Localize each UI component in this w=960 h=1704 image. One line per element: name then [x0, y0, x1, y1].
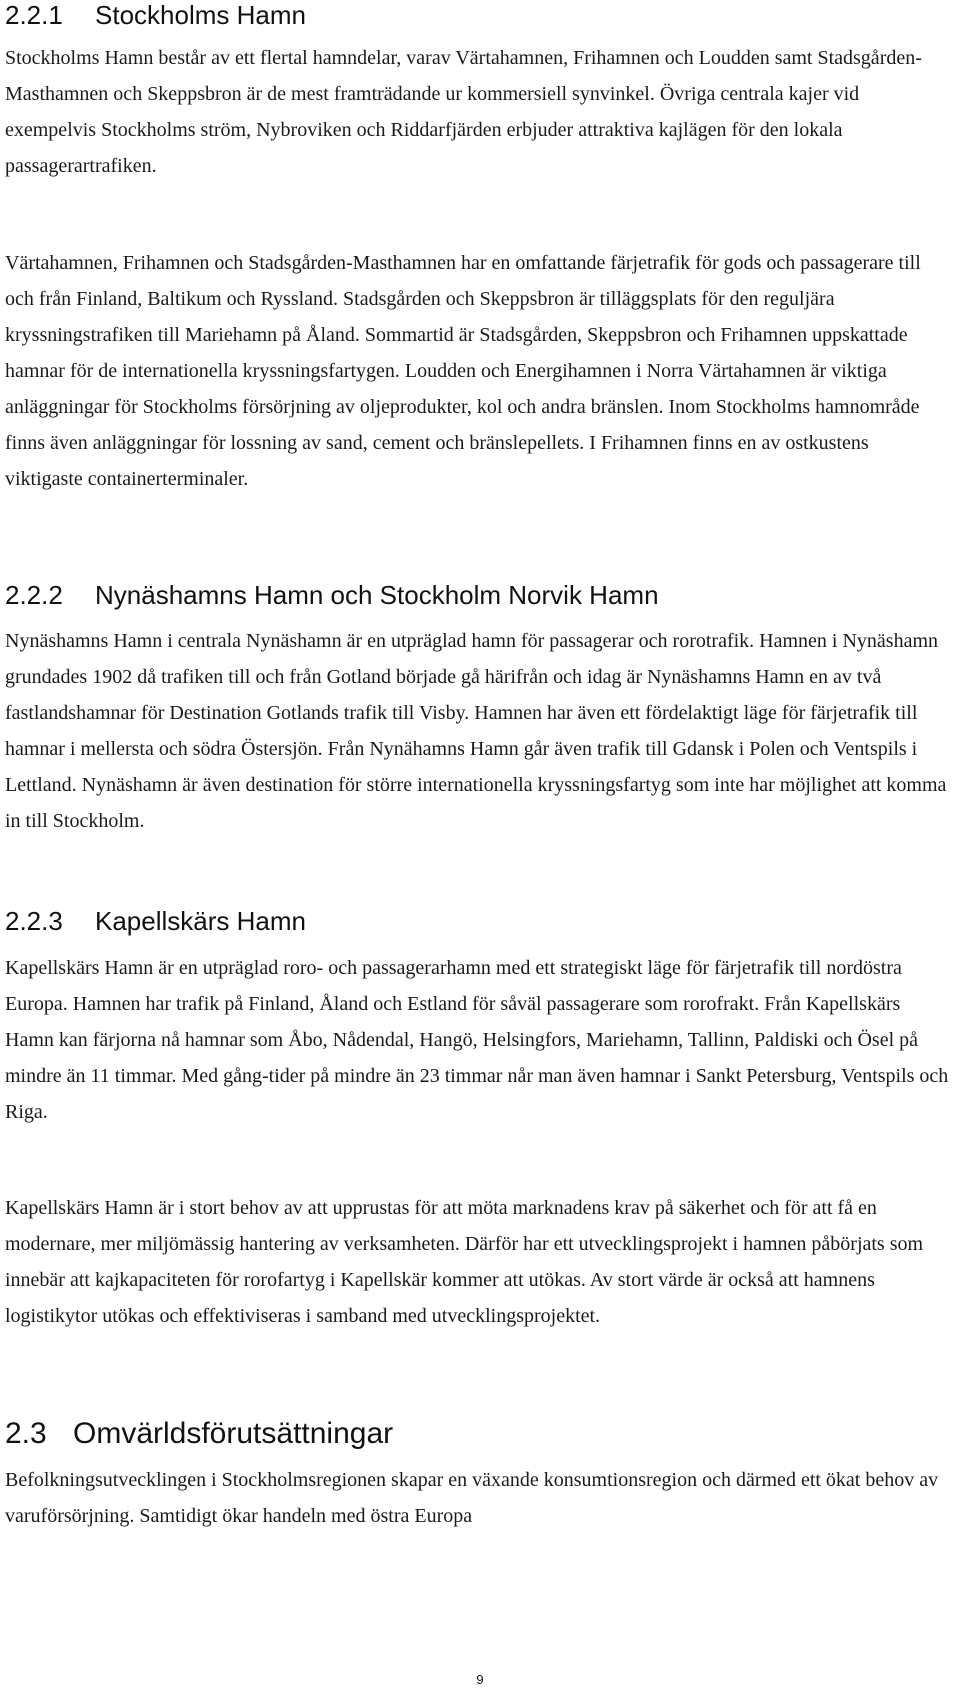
- section-heading: [5, 580, 659, 610]
- section-heading: [5, 0, 306, 30]
- section-number: 2.2.3: [5, 906, 63, 936]
- page-number: 9: [476, 1672, 484, 1687]
- section-heading: [5, 906, 306, 936]
- section-title: Stockholms Hamn: [95, 0, 306, 30]
- section-heading: [5, 1416, 393, 1452]
- section-title: Kapellskärs Hamn: [95, 906, 306, 936]
- section-number: 2.2.1: [5, 0, 63, 30]
- paragraph: Stockholms Hamn består av ett flertal hamndelar, varav Värtahamnen, Frihamnen och Loudden samt Stadsgården-Masthamnen och Skeppsbron är de mest framträdande ur kommersiell synvinkel. Övriga centrala kajer vid exempelvis Stockholms ström, Nybroviken och Riddarfjärden erbjuder attraktiva kajlägen för den lokala passagerartrafiken.: [5, 47, 922, 177]
- section-number: 2.3: [5, 1417, 47, 1450]
- paragraph: Kapellskärs Hamn är en utpräglad roro- och passagerarhamn med ett strategiskt läge för färjetrafik till nordöstra Europa. Hamnen har trafik på Finland, Åland och Estland för såväl passagerare som rorofrakt. Från Kapellskärs Hamn kan färjorna nå hamnar som Åbo, Nådendal, Hangö, Helsingfors, Mariehamn, Tallinn, Paldiski och Ösel på mindre än 11 timmar. Med gång-tider på mindre än 23 timmar når man även hamnar i Sankt Petersburg, Ventspils och Riga.: [5, 957, 949, 1123]
- paragraph: Kapellskärs Hamn är i stort behov av att upprustas för att möta marknadens krav på säkerhet och för att få en modernare, mer miljömässig hantering av verksamheten. Därför har ett utvecklingsprojekt i hamnen påbörjats som innebär att kajkapaciteten för rorofartyg i Kapellskär kommer att utökas. Av stort värde är också att hamnens logistikytor utökas och effektiviseras i samband med utvecklingsprojektet.: [5, 1197, 924, 1327]
- section-title: Nynäshamns Hamn och Stockholm Norvik Hamn: [95, 580, 659, 610]
- paragraph: Nynäshamns Hamn i centrala Nynäshamn är en utpräglad hamn för passagerar och rorotrafik. Hamnen i Nynäshamn grundades 1902 då trafiken till och från Gotland började gå härifrån och idag är Nynäshamns Hamn en av två fastlandshamnar för Destination Gotlands trafik till Visby. Hamnen har även ett fördelaktigt läge för färjetrafik till hamnar i mellersta och södra Östersjön. Från Nynähamns Hamn går även trafik till Gdansk i Polen och Ventspils i Lettland. Nynäshamn är även destination för större internationella kryssningsfartyg som inte har möjlighet att komma in till Stockholm.: [5, 630, 947, 832]
- paragraph: Värtahamnen, Frihamnen och Stadsgården-Masthamnen har en omfattande färjetrafik för gods och passagerare till och från Finland, Baltikum och Ryssland. Stadsgården och Skeppsbron är tilläggsplats för den reguljära kryssningstrafiken till Mariehamn på Åland. Sommartid är Stadsgården, Skeppsbron och Frihamnen uppskattade hamnar för de internationella kryssningsfartygen. Loudden och Energihamnen i Norra Värtahamnen är viktiga anläggningar för Stockholms försörjning av oljeprodukter, kol och andra bränslen. Inom Stockholms hamnområde finns även anläggningar för lossning av sand, cement och bränslepellets. I Frihamnen finns en av ostkustens viktigaste containerterminaler.: [5, 252, 921, 490]
- section-number: 2.2.2: [5, 580, 63, 610]
- section-title: Omvärldsförutsättningar: [73, 1417, 394, 1450]
- paragraph: Befolkningsutvecklingen i Stockholmsregionen skapar en växande konsumtionsregion och därmed ett ökat behov av varuförsörjning. Samtidigt ökar handeln med östra Europa: [5, 1469, 939, 1527]
